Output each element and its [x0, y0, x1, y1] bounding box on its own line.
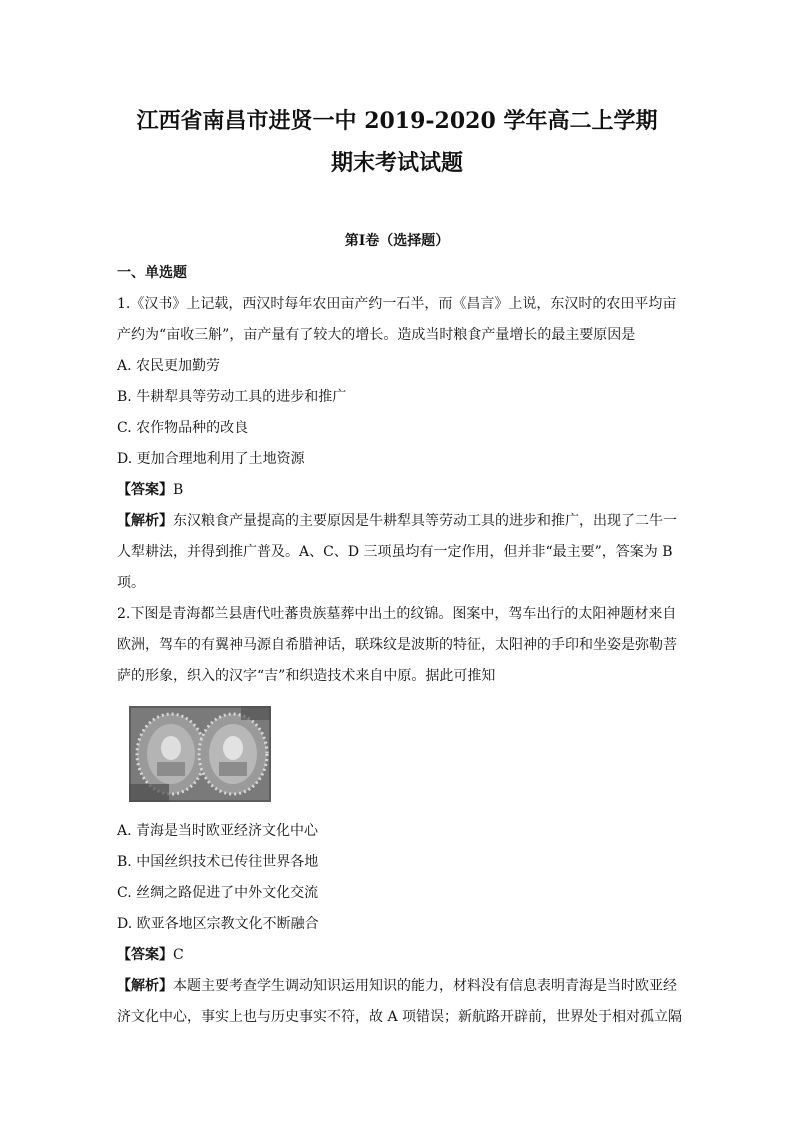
document-body	[117, 258, 683, 1033]
q1-answer-tag: 【答案】	[117, 482, 173, 498]
section-heading: 一、单选题	[117, 265, 187, 281]
q1-option-d: D. 更加合理地利用了土地资源	[117, 451, 305, 467]
q2-stem-line2: 欧洲，驾车的有翼神马源自希腊神话，联珠纹是波斯的特征，太阳神的手印和坐姿是弥勒菩	[117, 637, 677, 653]
document-title-line2: 期末考试试题	[330, 150, 463, 176]
volume-heading: 第Ⅰ卷（选择题）	[344, 233, 450, 249]
brocade-photo-graphic	[129, 706, 271, 802]
q2-analysis-text1: 本题主要考查学生调动知识运用知识的能力，材料没有信息表明青海是当时欧亚经	[173, 978, 677, 994]
brocade-photo	[129, 706, 271, 802]
document-title-line1: 江西省南昌市进贤一中 2019-2020 学年高二上学期	[136, 108, 658, 134]
q1-option-b: B. 牛耕犁具等劳动工具的进步和推广	[117, 389, 347, 405]
q1-analysis-line1	[117, 506, 683, 537]
q1-option-a: A. 农民更加勤劳	[117, 358, 221, 374]
q1-analysis-tag: 【解析】	[117, 513, 173, 529]
q2-analysis-line2: 济文化中心，事实上也与历史事实不符，故 A 项错误；新航路开辟前，世界处于相对孤立隔	[117, 1009, 683, 1025]
q1-stem-line1: 1.《汉书》上记载，西汉时每年农田亩产约一石半，而《昌言》上说，东汉时的农田平均亩	[117, 296, 677, 312]
q2-option-b: B. 中国丝织技术已传往世界各地	[117, 854, 319, 870]
q2-analysis-tag: 【解析】	[117, 978, 173, 994]
q1-stem-line2: 产约为“亩收三斛”，亩产量有了较大的增长。造成当时粮食产量增长的最主要原因是	[117, 327, 636, 343]
q1-option-c: C. 农作物品种的改良	[117, 420, 249, 436]
q2-analysis-line1	[117, 971, 683, 1002]
q1-analysis-text1: 东汉粮食产量提高的主要原因是牛耕犁具等劳动工具的进步和推广，出现了二牛一	[173, 513, 677, 529]
q2-answer	[117, 940, 683, 971]
q1-answer	[117, 475, 683, 506]
q2-stem-line3: 萨的形象，织入的汉字“吉”和织造技术来自中原。据此可推知	[117, 668, 496, 684]
q2-stem-line1: 2.下图是青海都兰县唐代吐蕃贵族墓葬中出土的纹锦。图案中，驾车出行的太阳神题材来自	[117, 606, 677, 622]
q2-option-d: D. 欧亚各地区宗教文化不断融合	[117, 916, 319, 932]
q2-answer-tag: 【答案】	[117, 947, 173, 963]
q1-answer-value: B	[173, 482, 184, 498]
q1-analysis-line3: 项。	[117, 575, 145, 591]
q2-answer-value: C	[173, 947, 184, 963]
q2-option-a: A. 青海是当时欧亚经济文化中心	[117, 823, 319, 839]
q2-option-c: C. 丝绸之路促进了中外文化交流	[117, 885, 319, 901]
q1-analysis-line2: 人犁耕法，并得到推广普及。A、C、D 三项虽均有一定作用，但并非“最主要”，答案为 B	[117, 544, 673, 560]
